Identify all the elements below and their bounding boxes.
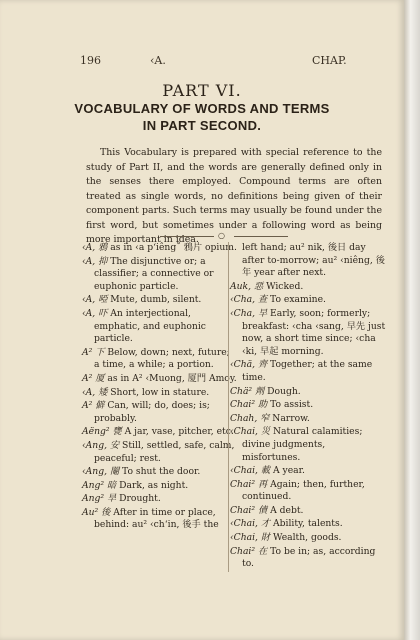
page-number: 196 (80, 54, 101, 67)
left-column (82, 242, 238, 533)
entry-definition: To examine. (267, 294, 326, 306)
entry-headword: ‹A, 吓 (82, 307, 108, 319)
vocabulary-title: VOCABULARY OF WORDS AND TERMS (74, 101, 330, 116)
entry-definition: A year. (270, 465, 305, 477)
vocab-entry (82, 242, 238, 255)
vocab-entry (82, 308, 238, 346)
section-ornament (160, 232, 288, 240)
column-divider (228, 242, 229, 572)
vocabulary-subtitle: IN PART SECOND. (142, 118, 262, 133)
entry-definition: Early, soon; formerly; breakfast: ‹cha ‹sang, 早先 just now, a short time since; ‹cha ‹ki, 早起 morning. (242, 307, 386, 357)
entry-headword: ‹A, 矮 (82, 386, 108, 398)
vocab-entry (230, 546, 386, 571)
vocab-entry (230, 281, 386, 294)
part-title: PART VI. (162, 81, 242, 100)
entry-headword: Chai² 在 (230, 545, 268, 557)
vocab-entry (82, 347, 238, 372)
entry-definition: Mute, dumb, silent. (107, 294, 202, 306)
running-head-right: CHAP. (312, 54, 347, 67)
entry-definition: To assist. (267, 399, 314, 411)
entry-definition: Again; then, further, continued. (242, 478, 365, 503)
ornament-line-left (160, 236, 214, 237)
entry-headword: A² 厦 (82, 372, 105, 384)
vocab-entry (230, 294, 386, 307)
entry-definition: as in A² ‹Muong, 厦門 Amoy. (104, 372, 237, 384)
entry-headword: Chai² 再 (230, 478, 268, 490)
entry-headword: ‹Cha, 早 (230, 307, 268, 319)
entry-definition: Dark, as night. (116, 479, 189, 491)
entry-headword: Ang² 旱 (82, 493, 117, 505)
entry-headword: ‹A, 啞 (82, 294, 108, 306)
entry-headword: ‹Chä, 齊 (230, 359, 268, 371)
entry-headword: Auk, 惡 (230, 280, 264, 292)
entry-definition: To be in; as, according to. (242, 545, 376, 570)
entry-headword: Chä² 劑 (230, 385, 265, 397)
entry-headword: ‹A, 鴉 (82, 242, 108, 253)
entry-definition: Below, down; next, future; a time, a while; a portion. (94, 346, 230, 371)
vocab-entry (230, 505, 386, 518)
vocab-entry (82, 493, 238, 506)
entry-definition: Wealth, goods. (270, 532, 342, 544)
title-block (0, 82, 404, 134)
vocab-entry (230, 359, 386, 384)
entry-headword: Aëng² 甕 (82, 426, 122, 438)
entry-definition: Dough. (264, 385, 301, 397)
vocab-entry (82, 400, 238, 425)
vocab-entry (82, 480, 238, 493)
entry-headword: A² 下 (82, 346, 105, 358)
entry-definition: Ability, talents. (270, 518, 343, 530)
vocab-entry (82, 466, 238, 479)
entry-headword: Au² 後 (82, 506, 111, 518)
vocab-entry-continued (230, 242, 386, 280)
vocab-entry (82, 387, 238, 400)
ornament-line-right (234, 236, 288, 237)
entry-definition: Narrow. (269, 412, 310, 424)
vocab-entry (82, 256, 238, 294)
entry-definition: Wicked. (263, 280, 304, 292)
entry-definition: An interjectional, emphatic, and euphonic particle. (94, 307, 206, 345)
entry-definition: left hand; au² nik, 後日 day after to-morrow; au² ‹niêng, 後年 year after next. (242, 242, 385, 279)
entry-headword: Chah, 窄 (230, 412, 270, 424)
entry-headword: ‹A, 抑 (82, 255, 108, 267)
book-gutter (404, 0, 420, 640)
vocab-entry (230, 386, 386, 399)
entry-headword: ‹Chai, 財 (230, 532, 271, 544)
entry-headword: ‹Chai, 才 (230, 518, 271, 530)
intro-paragraph: This Vocabulary is prepared with special reference to the study of Part II, and the words are generally defined only in the senses there employed. Compound terms are often treated as single words, no definitions being given of their component parts. Such terms may usually be found under the first word, but sometimes under a following word as being more important in idea. (86, 147, 382, 245)
entry-headword: ‹Chai, 災 (230, 426, 271, 438)
entry-definition: Natural calamities; divine judgments, misfortunes. (242, 426, 363, 463)
vocab-entry (230, 413, 386, 426)
entry-headword: Chai² 助 (230, 399, 268, 411)
vocab-entry (230, 518, 386, 531)
entry-definition: Can, will; do, does; is; probably. (94, 400, 210, 424)
vocab-entry (230, 479, 386, 504)
vocab-entry (230, 308, 386, 358)
running-head (0, 54, 404, 68)
entry-headword: ‹Cha, 查 (230, 294, 268, 306)
entry-definition: Still, settled, safe, calm, peaceful; rest. (94, 439, 235, 464)
entry-headword: ‹Ang, 閹 (82, 466, 120, 478)
vocab-entry (230, 399, 386, 412)
vocab-entry (82, 294, 238, 307)
entry-headword: ‹Ang, 安 (82, 439, 120, 451)
vocab-entry (230, 532, 386, 545)
entry-headword: Chai² 債 (230, 504, 268, 516)
entry-definition: Drought. (116, 493, 161, 505)
entry-definition: Short, low in stature. (107, 386, 210, 398)
running-head-center: ‹A. (150, 54, 166, 67)
entry-definition: A debt. (267, 504, 304, 516)
entry-definition: Together; at the same time. (242, 359, 373, 383)
vocab-entry (230, 465, 386, 478)
entry-headword: A² 僻 (82, 400, 105, 412)
entry-definition: After in time or place, behind: au² ‹ch‘in, 後手 the (94, 506, 219, 531)
entry-definition: as in ‹a p‘iêng˚ 鴉片 opium. (107, 242, 237, 253)
entry-headword: ‹Chai, 載 (230, 465, 271, 477)
vocab-entry (82, 373, 238, 386)
vocab-entry (82, 426, 238, 439)
vocab-entry (82, 507, 238, 532)
entry-headword: Ang² 暗 (82, 479, 117, 491)
ornament-circle-icon: ○ (218, 231, 225, 240)
entry-definition: A jar, vase, pitcher, etc. (121, 426, 234, 438)
vocab-entry (82, 440, 238, 465)
vocab-entry (230, 426, 386, 464)
entry-definition: To shut the door. (119, 466, 201, 478)
right-column (230, 242, 386, 572)
entry-definition: The disjunctive or; a classifier; a connective or euphonic particle. (94, 255, 214, 292)
